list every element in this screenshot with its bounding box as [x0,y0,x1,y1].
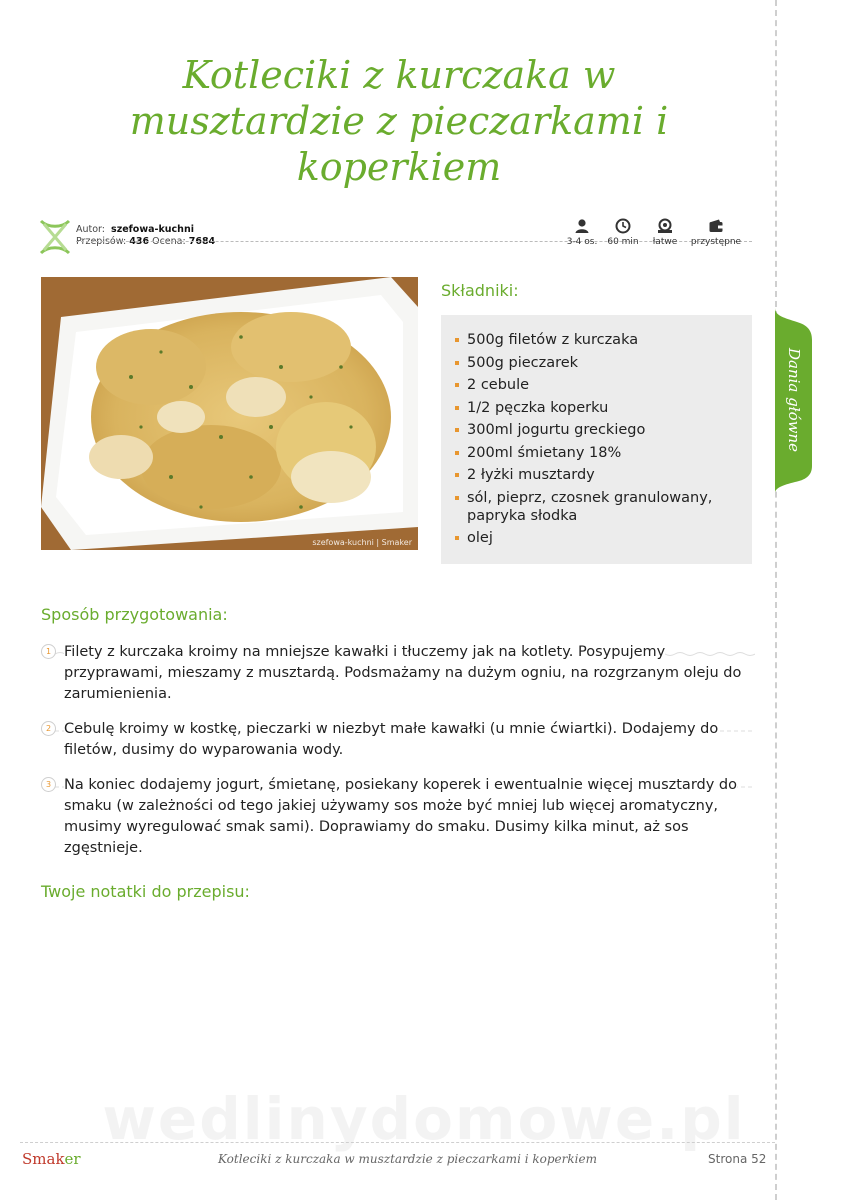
step-item [41,642,753,705]
dish-photo [41,277,418,550]
category-tab[interactable]: Dania główne [785,347,804,453]
ingredients-list [455,331,740,547]
person-icon [574,218,590,234]
photo-watermark: szefowa-kuchni | Smaker [312,538,412,547]
recipe-meta [562,218,746,247]
chef-hat-icon [656,218,674,234]
author-name[interactable]: szefowa-kuchni [111,224,194,235]
step-number: 3 [41,777,56,792]
ingredient-item: sól, pieprz, czosnek granulowany, papryka słodka [455,489,740,525]
ingredient-item: 200ml śmietany 18% [455,444,740,462]
step-number: 1 [41,644,56,659]
meta-difficulty: łatwe [644,218,686,247]
step-number: 2 [41,721,56,736]
page-edge-divider [775,0,777,1200]
preparation-heading: Sposób przygotowania: [41,605,228,624]
meta-cost: przystępne [686,218,746,247]
author-info: Autor: szefowa-kuchni Przepisów: 436 Ocena: 7684 [76,224,216,247]
dish-photo-illustration [41,277,418,550]
ingredient-item: 2 cebule [455,376,740,394]
ingredients-heading: Składniki: [441,281,519,300]
recipe-title: Kotleciki z kurczaka w musztardzie z pieczarkami i koperkiem [129,53,669,189]
author-logo-icon [38,218,72,256]
step-item [41,719,753,761]
footer-divider [20,1142,775,1143]
ingredient-item: 300ml jogurtu greckiego [455,421,740,439]
notes-heading: Twoje notatki do przepisu: [41,882,250,901]
page-number: Strona 52 [708,1152,767,1166]
meta-servings: 3-4 os. [562,218,602,247]
step-text: Na koniec dodajemy jogurt, śmietanę, posiekany koperek i ewentualnie więcej musztardy do smaku (w zależności od tego jakiej używamy sos może być mniej lub więcej aromatyczny, musimy wyregulować smak sami). Doprawiamy do smaku. Dusimy kilka minut, aż sos zgęstnieje. [64,777,737,856]
ingredient-item: 1/2 pęczka koperku [455,399,740,417]
clock-icon [615,218,631,234]
smaker-logo: Smaker [22,1150,81,1168]
ingredient-item: 2 łyżki musztardy [455,466,740,484]
ingredients-box [441,315,752,564]
meta-time: 60 min [602,218,644,247]
site-watermark: wedlinydomowe.pl [102,1085,746,1153]
step-item [41,775,753,859]
footer-recipe-title: Kotleciki z kurczaka w musztardzie z pieczarkami i koperkiem [218,1152,597,1166]
ingredient-item: olej [455,529,740,547]
ingredient-item: 500g filetów z kurczaka [455,331,740,349]
step-text: Cebulę kroimy w kostkę, pieczarki w niezbyt małe kawałki (u mnie ćwiartki). Dodajemy do filetów, dusimy do wyparowania wody. [64,721,719,758]
ingredient-item: 500g pieczarek [455,354,740,372]
wallet-icon [708,218,724,234]
step-text: Filety z kurczaka kroimy na mniejsze kawałki i tłuczemy jak na kotlety. Posypujemy przyprawami, mieszamy z musztardą. Podsmażamy na dużym ogniu, na rozgrzanym oleju do zarumienienia. [64,644,742,702]
